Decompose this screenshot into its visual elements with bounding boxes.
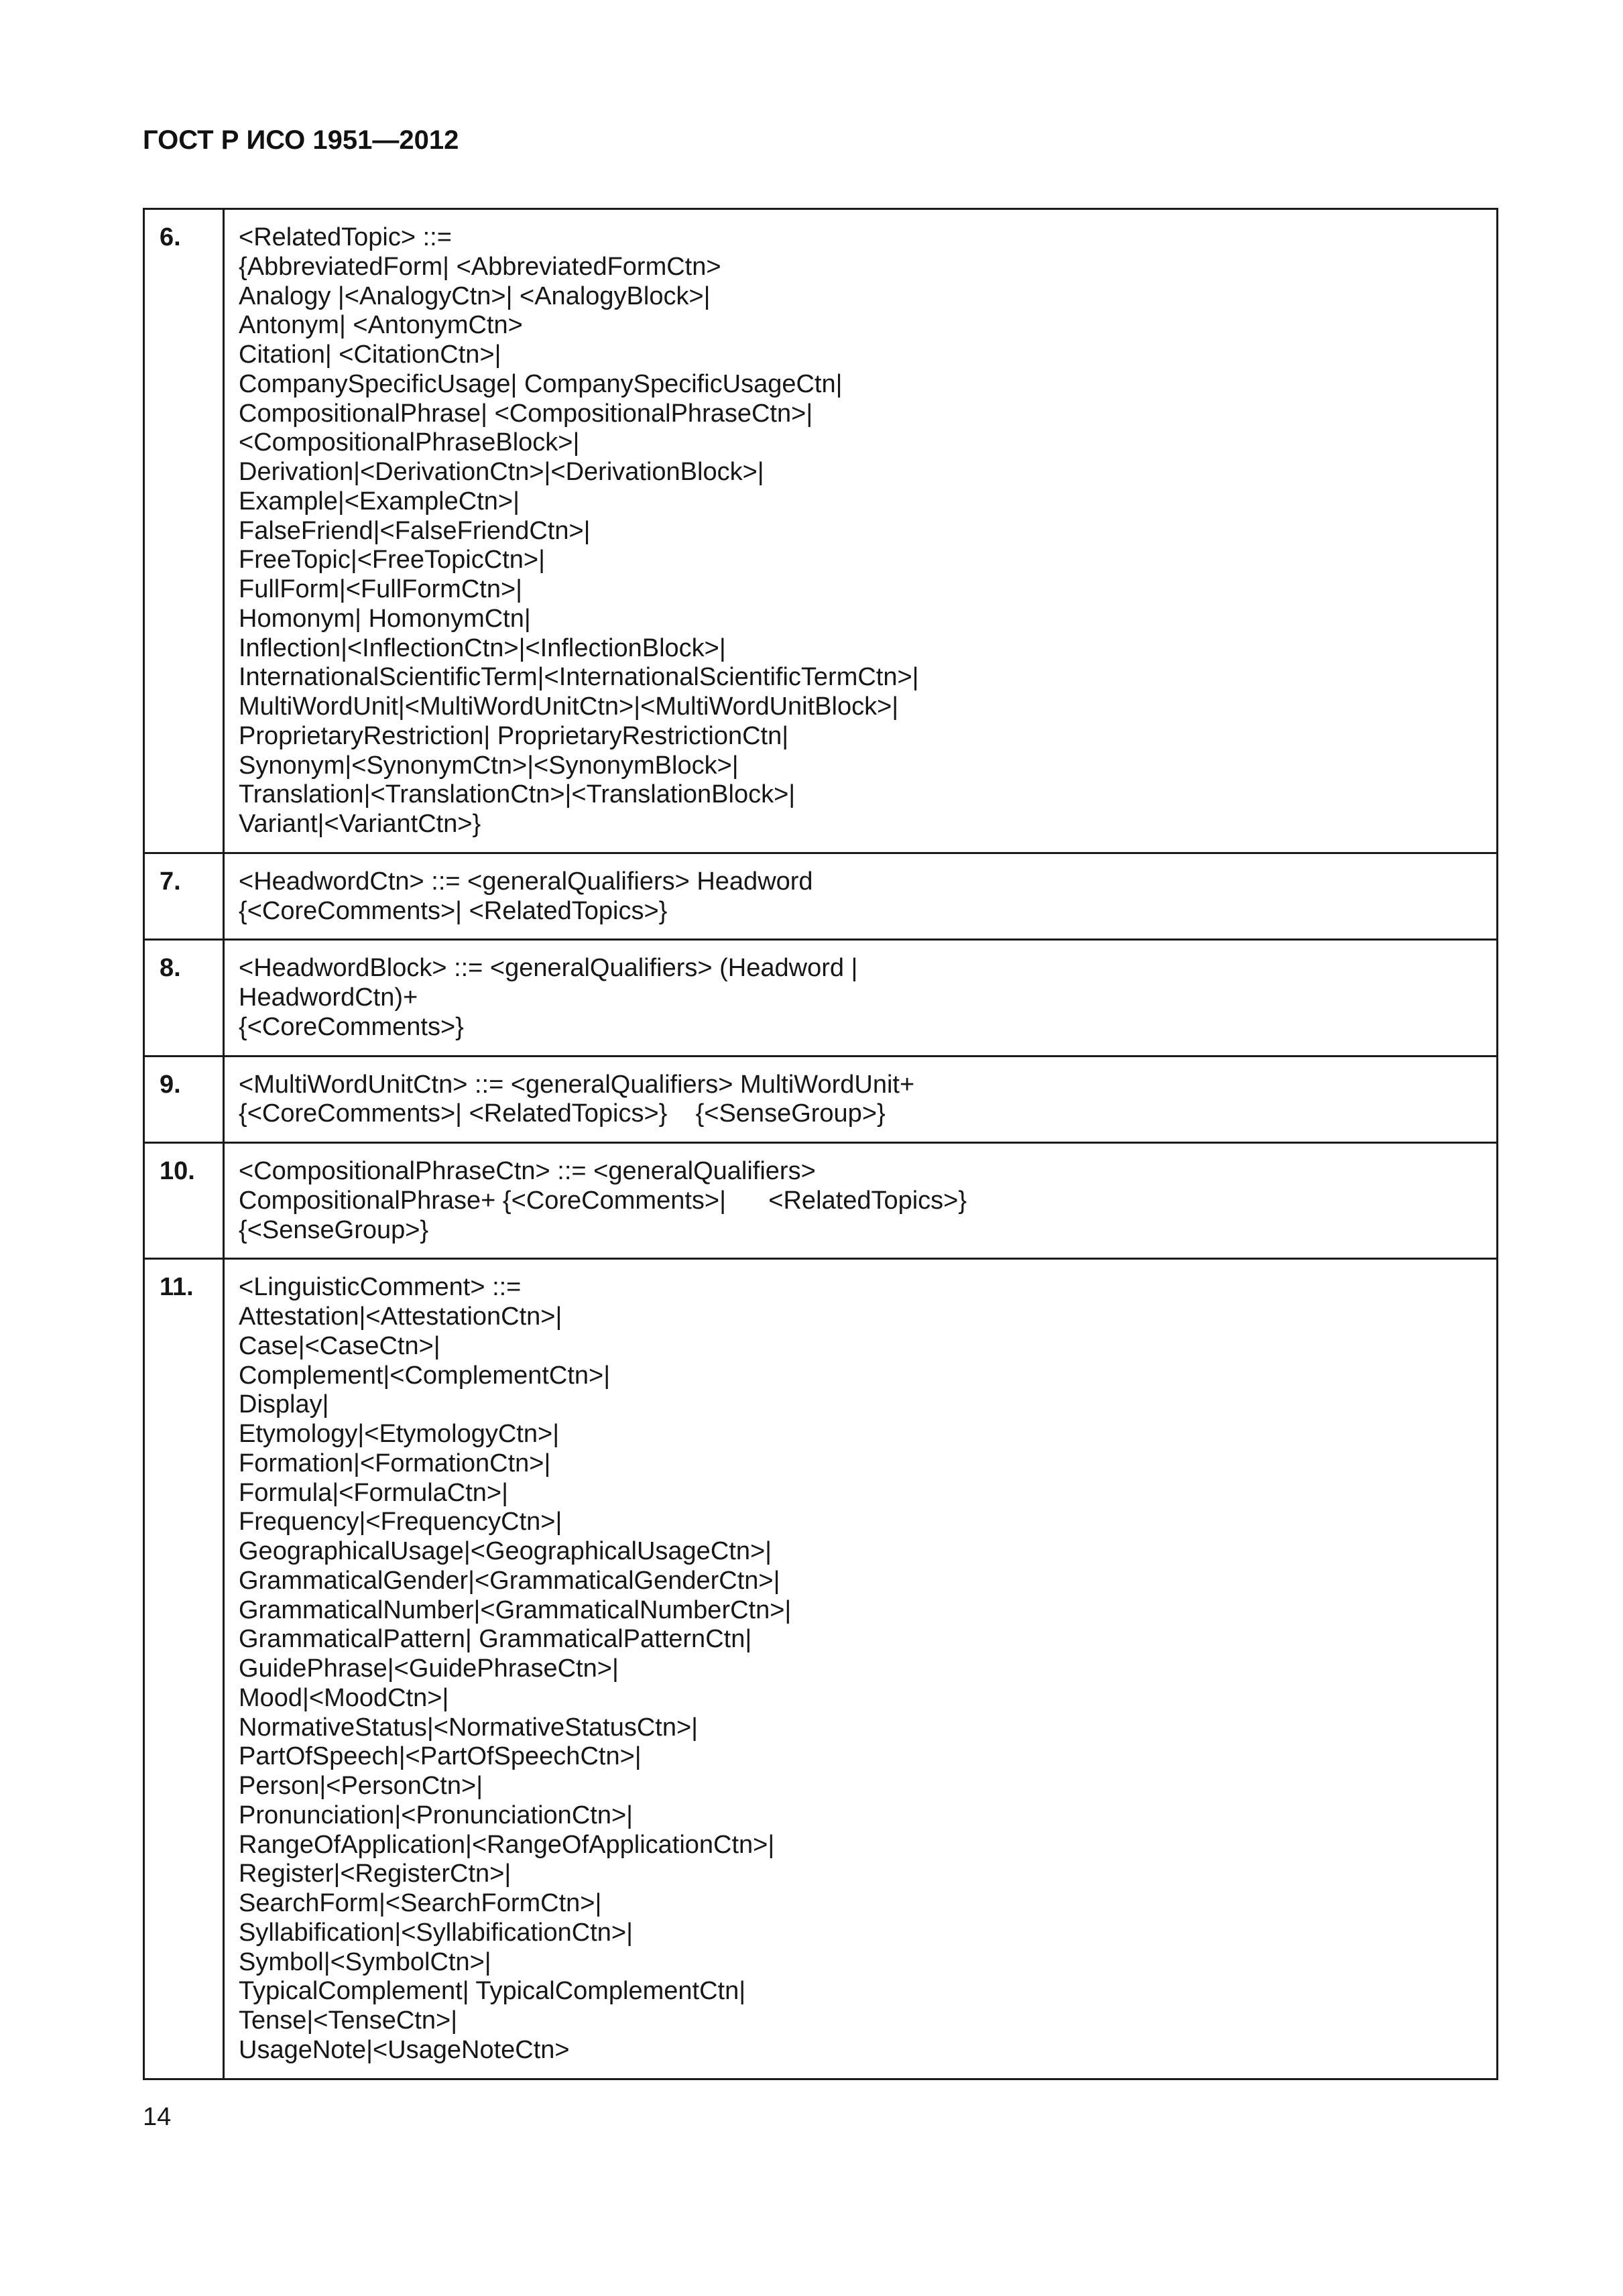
rule-definition: <RelatedTopic> ::= {AbbreviatedForm| <AbbreviatedFormCtn> Analogy |<AnalogyCtn>| <AnalogyBlock>| Antonym| <AntonymCtn> Citation| <CitationCtn>| CompanySpecificUsage| CompanySpecificUsageCtn| CompositionalPhrase| <CompositionalPhraseCtn>| <CompositionalPhraseBlock>| Derivation|<DerivationCtn>|<DerivationBlock>| Example|<ExampleCtn>| FalseFriend|<FalseFriendCtn>| FreeTopic|<FreeTopicCtn>| FullForm|<FullFormCtn>| Homonym| HomonymCtn| Inflection|<InflectionCtn>|<InflectionBlock>| InternationalScientificTerm|<InternationalScientificTermCtn>| MultiWordUnit|<MultiWordUnitCtn>|<MultiWordUnitBlock>| ProprietaryRestriction| ProprietaryRestrictionCtn| Synonym|<SynonymCtn>|<SynonymBlock>| Translation|<TranslationCtn>|<TranslationBlock>| Variant|<VariantCtn>} bbox=[224, 209, 1498, 853]
page-number: 14 bbox=[143, 2103, 172, 2131]
row-number: 11. bbox=[144, 1259, 224, 2079]
document-header: ГОСТ Р ИСО 1951—2012 bbox=[143, 125, 459, 155]
rule-definition: <MultiWordUnitCtn> ::= <generalQualifiers> MultiWordUnit+ {<CoreComments>| <RelatedTopics>} {<SenseGroup>} bbox=[224, 1056, 1498, 1143]
rule-definition: <HeadwordCtn> ::= <generalQualifiers> Headword {<CoreComments>| <RelatedTopics>} bbox=[224, 853, 1498, 940]
table-row bbox=[144, 1056, 1498, 1143]
table-row bbox=[144, 1143, 1498, 1259]
table-row bbox=[144, 209, 1498, 853]
table-row bbox=[144, 1259, 1498, 2079]
table-row bbox=[144, 853, 1498, 940]
grammar-rules-table bbox=[143, 208, 1498, 2080]
table-row bbox=[144, 940, 1498, 1056]
row-number: 8. bbox=[144, 940, 224, 1056]
row-number: 6. bbox=[144, 209, 224, 853]
rule-definition: <CompositionalPhraseCtn> ::= <generalQualifiers> CompositionalPhrase+ {<CoreComments>| <RelatedTopics>} {<SenseGroup>} bbox=[224, 1143, 1498, 1259]
row-number: 9. bbox=[144, 1056, 224, 1143]
row-number: 7. bbox=[144, 853, 224, 940]
rule-definition: <LinguisticComment> ::= Attestation|<AttestationCtn>| Case|<CaseCtn>| Complement|<ComplementCtn>| Display| Etymology|<EtymologyCtn>| Formation|<FormationCtn>| Formula|<FormulaCtn>| Frequency|<FrequencyCtn>| GeographicalUsage|<GeographicalUsageCtn>| GrammaticalGender|<GrammaticalGenderCtn>| GrammaticalNumber|<GrammaticalNumberCtn>| GrammaticalPattern| GrammaticalPatternCtn| GuidePhrase|<GuidePhraseCtn>| Mood|<MoodCtn>| NormativeStatus|<NormativeStatusCtn>| PartOfSpeech|<PartOfSpeechCtn>| Person|<PersonCtn>| Pronunciation|<PronunciationCtn>| RangeOfApplication|<RangeOfApplicationCtn>| Register|<RegisterCtn>| SearchForm|<SearchFormCtn>| Syllabification|<SyllabificationCtn>| Symbol|<SymbolCtn>| TypicalComplement| TypicalComplementCtn| Tense|<TenseCtn>| UsageNote|<UsageNoteCtn> bbox=[224, 1259, 1498, 2079]
row-number: 10. bbox=[144, 1143, 224, 1259]
rule-definition: <HeadwordBlock> ::= <generalQualifiers> (Headword | HeadwordCtn)+ {<CoreComments>} bbox=[224, 940, 1498, 1056]
